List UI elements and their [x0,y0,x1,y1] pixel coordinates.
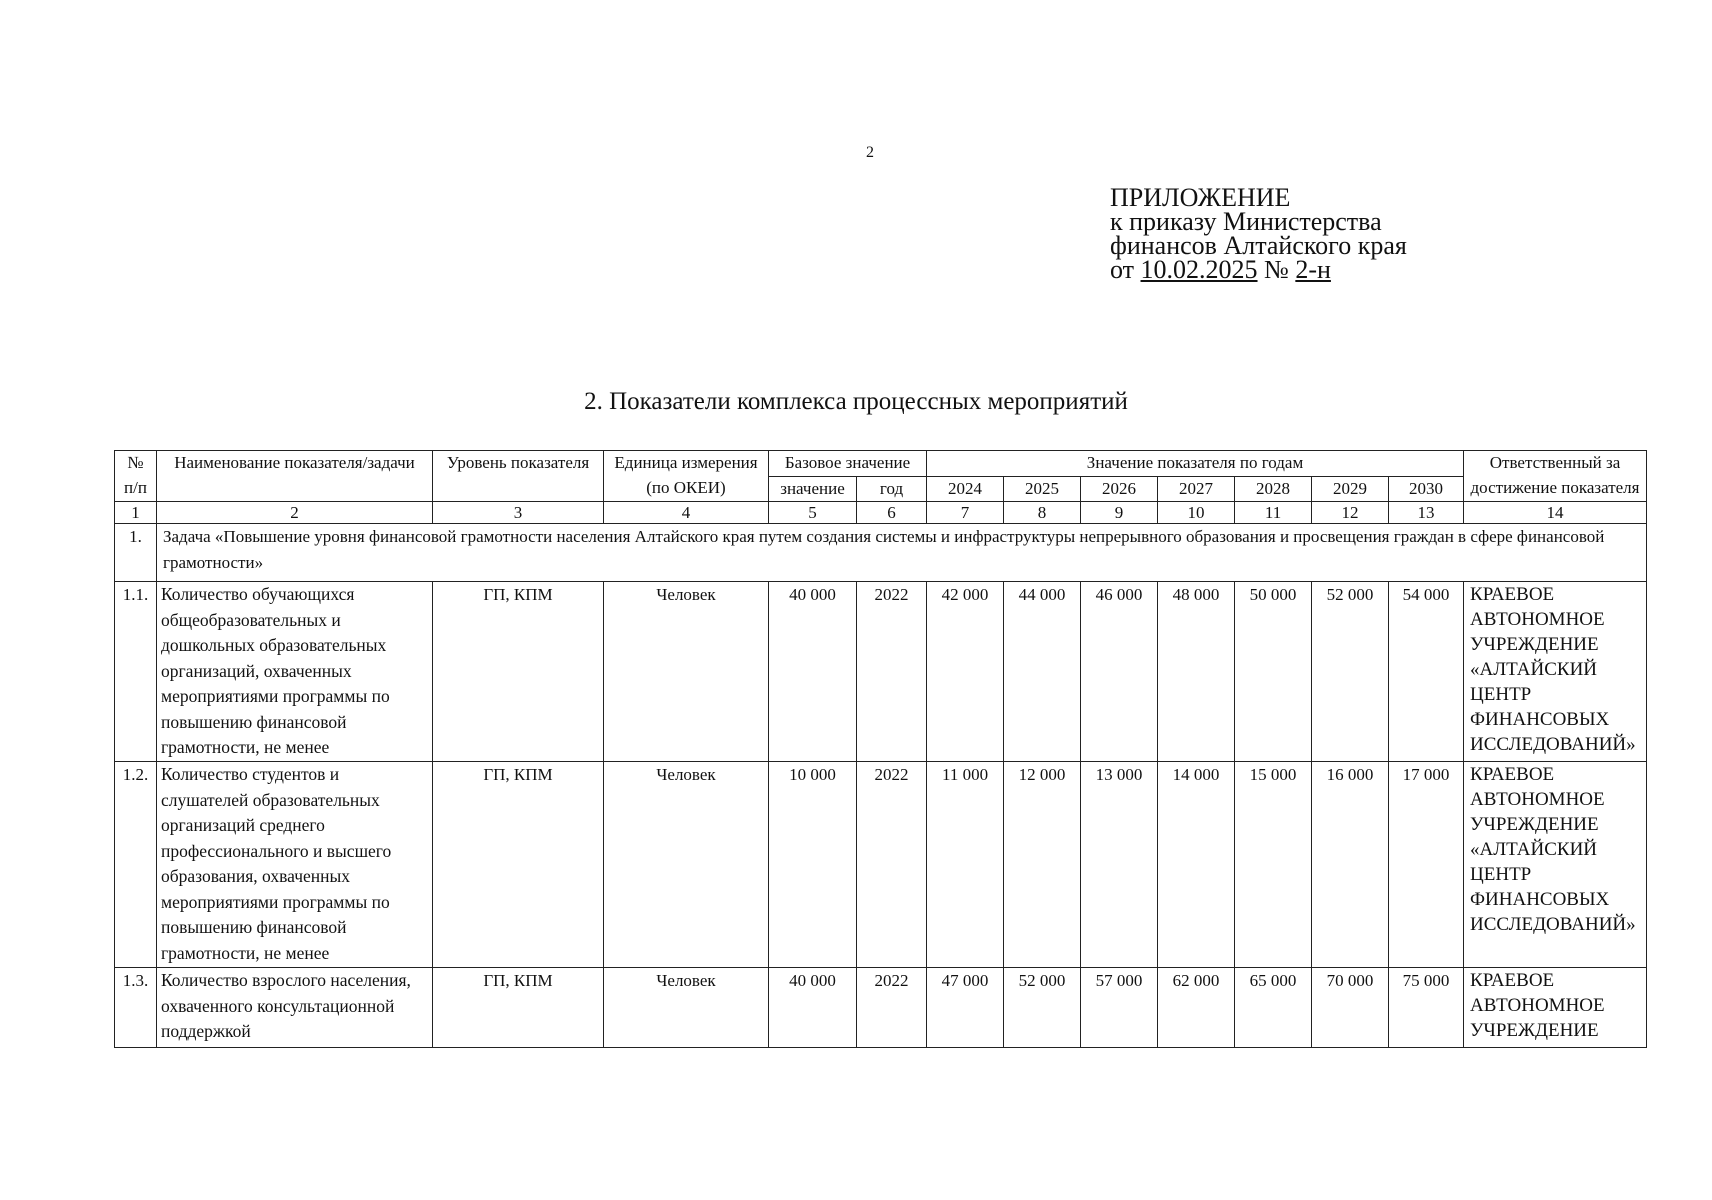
row-name: Количество взрослого населения, охваченного консультационной поддержкой [157,968,433,1048]
page-number: 2 [866,144,874,161]
header-base: Базовое значение [769,451,927,477]
row-level: ГП, КПМ [433,968,604,1048]
annex-title: ПРИЛОЖЕНИЕ [1110,183,1291,212]
row-value: 54 000 [1389,582,1464,762]
header-year: 2026 [1081,476,1158,502]
row-value: 47 000 [927,968,1004,1048]
header-year: 2028 [1235,476,1312,502]
row-value: 75 000 [1389,968,1464,1048]
column-number: 14 [1464,502,1647,524]
header-base-value: значение [769,476,857,502]
table-row [115,762,1647,968]
row-value: 62 000 [1158,968,1235,1048]
row-num: 1.1. [115,582,157,762]
row-base-value: 40 000 [769,968,857,1048]
annex-line-order: к приказу Министерства [1110,207,1382,236]
header-year: 2030 [1389,476,1464,502]
table-row [115,968,1647,1048]
row-value: 48 000 [1158,582,1235,762]
row-value: 44 000 [1004,582,1081,762]
row-base-year: 2022 [857,582,927,762]
header-responsible: Ответственный за достижение показателя [1464,451,1647,502]
header-years-group: Значение показателя по годам [927,451,1464,477]
row-value: 16 000 [1312,762,1389,968]
header-base-year: год [857,476,927,502]
row-base-year: 2022 [857,762,927,968]
task-row [115,524,1647,582]
annex-order-ref [1110,255,1407,284]
header-year: 2027 [1158,476,1235,502]
row-value: 42 000 [927,582,1004,762]
row-value: 14 000 [1158,762,1235,968]
task-num: 1. [115,524,157,582]
header-unit: Единица измерения (по ОКЕИ) [604,451,769,502]
row-value: 13 000 [1081,762,1158,968]
row-value: 12 000 [1004,762,1081,968]
column-number: 8 [1004,502,1081,524]
document-title: 2. Показатели комплекса процессных мероприятий [584,388,1128,415]
column-number: 2 [157,502,433,524]
row-base-year: 2022 [857,968,927,1048]
row-base-value: 40 000 [769,582,857,762]
row-value: 52 000 [1312,582,1389,762]
task-text: Задача «Повышение уровня финансовой грамотности населения Алтайского края путем создания системы и инфраструктуры непрерывного образования и просвещения граждан в сфере финансовой грамотности» [157,524,1647,582]
table-row [115,582,1647,762]
row-unit: Человек [604,968,769,1048]
row-level: ГП, КПМ [433,762,604,968]
row-num: 1.2. [115,762,157,968]
header-year: 2025 [1004,476,1081,502]
column-number: 6 [857,502,927,524]
row-name: Количество студентов и слушателей образовательных организаций среднего профессионального и высшего образования, охваченных мероприятиями программы по повышению финансовой грамотности, не менее [157,762,433,968]
row-value: 17 000 [1389,762,1464,968]
indicators-table [114,450,1647,1048]
row-value: 70 000 [1312,968,1389,1048]
annex-from-label: от [1110,255,1135,284]
row-value: 57 000 [1081,968,1158,1048]
row-responsible: КРАЕВОЕ АВТОНОМНОЕ УЧРЕЖДЕНИЕ «АЛТАЙСКИЙ ЦЕНТР ФИНАНСОВЫХ ИССЛЕДОВАНИЙ» [1464,582,1647,762]
row-base-value: 10 000 [769,762,857,968]
row-name: Количество обучающихся общеобразовательных и дошкольных образовательных организаций, охваченных мероприятиями программы по повышению финансовой грамотности, не менее [157,582,433,762]
annex-number: 2-н [1295,255,1331,284]
header-name: Наименование показателя/задачи [157,451,433,502]
column-numbers-row [115,502,1647,524]
column-number: 4 [604,502,769,524]
header-level: Уровень показателя [433,451,604,502]
row-value: 50 000 [1235,582,1312,762]
annex-line-ministry: финансов Алтайского края [1110,231,1407,260]
column-number: 9 [1081,502,1158,524]
column-number: 5 [769,502,857,524]
row-value: 46 000 [1081,582,1158,762]
column-number: 7 [927,502,1004,524]
column-number: 3 [433,502,604,524]
annex-number-sign: № [1264,255,1289,284]
row-value: 11 000 [927,762,1004,968]
column-number: 12 [1312,502,1389,524]
annex-block [1110,183,1407,284]
column-number: 13 [1389,502,1464,524]
row-responsible: КРАЕВОЕ АВТОНОМНОЕ УЧРЕЖДЕНИЕ «АЛТАЙСКИЙ ЦЕНТР ФИНАНСОВЫХ ИССЛЕДОВАНИЙ» [1464,762,1647,968]
header-year: 2029 [1312,476,1389,502]
header-year: 2024 [927,476,1004,502]
column-number: 1 [115,502,157,524]
row-num: 1.3. [115,968,157,1048]
column-number: 11 [1235,502,1312,524]
row-unit: Человек [604,762,769,968]
row-value: 65 000 [1235,968,1312,1048]
row-responsible: КРАЕВОЕ АВТОНОМНОЕ УЧРЕЖДЕНИЕ [1464,968,1647,1048]
row-level: ГП, КПМ [433,582,604,762]
column-number: 10 [1158,502,1235,524]
row-value: 52 000 [1004,968,1081,1048]
row-value: 15 000 [1235,762,1312,968]
row-unit: Человек [604,582,769,762]
annex-date: 10.02.2025 [1140,255,1258,284]
header-row-1 [115,451,1647,477]
header-num: № п/п [115,451,157,502]
